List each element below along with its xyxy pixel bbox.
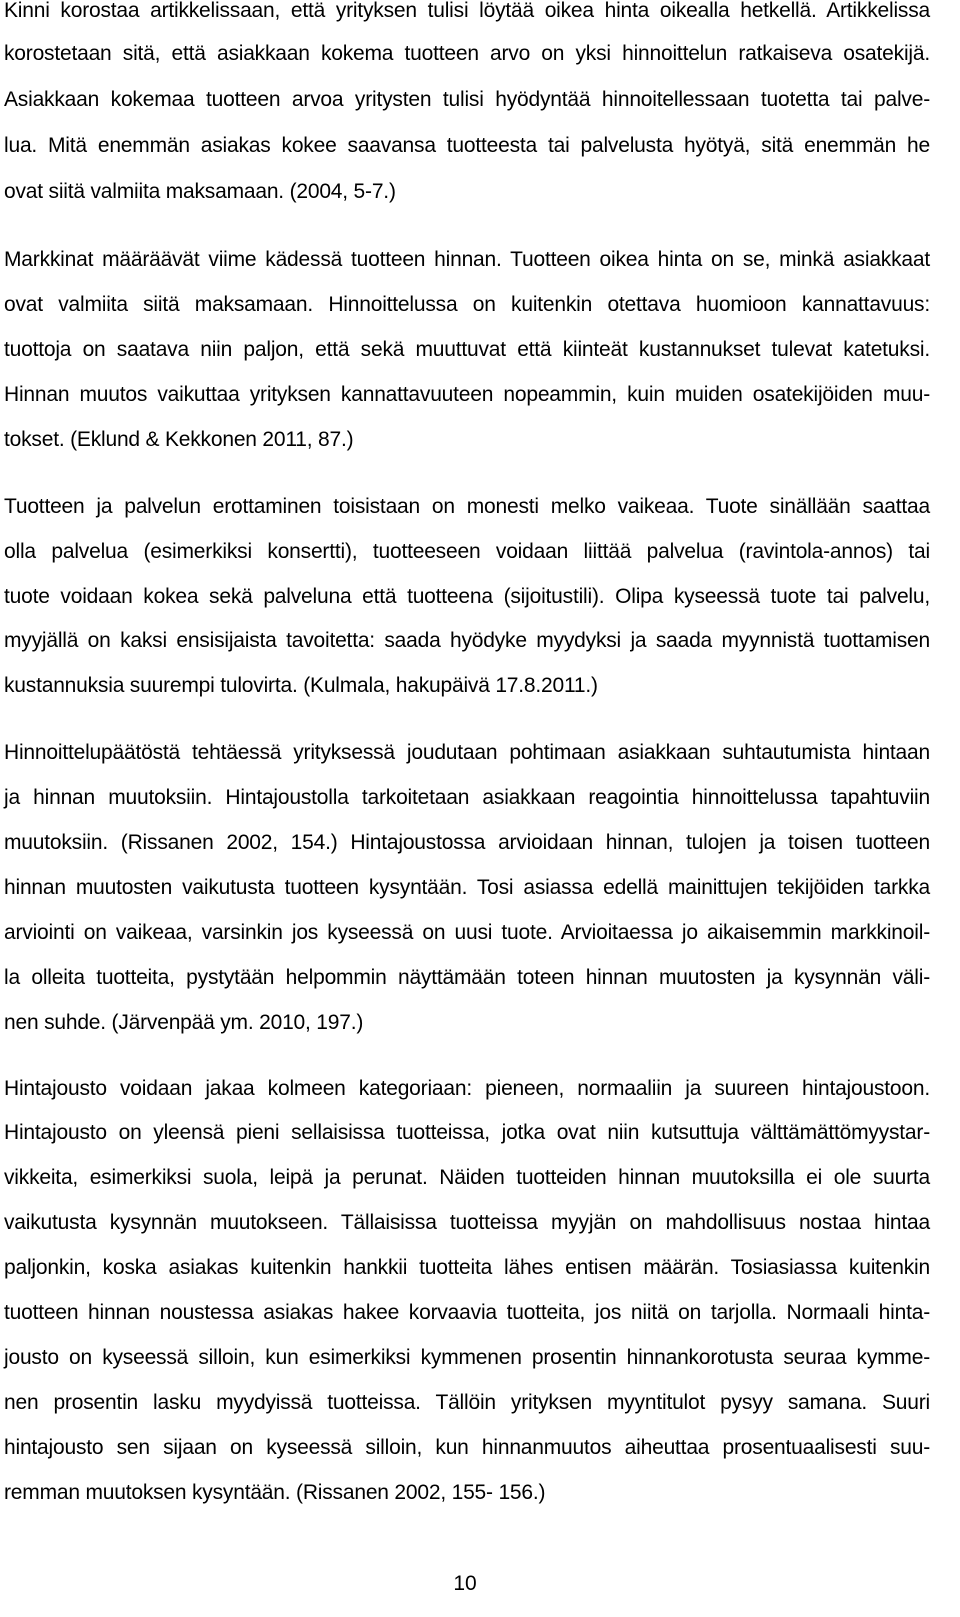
text-line: hinnan muutosten vaikutusta tuotteen kysyntään. Tosi asiassa edellä mainittujen tekijöiden tarkka: [4, 876, 930, 899]
text-line: la olleita tuotteita, pystytään helpommin näyttämään toteen hinnan muutosten ja kysynnän väli-: [4, 966, 930, 989]
text-line: myyjällä on kaksi ensisijaista tavoitetta: saada hyödyke myydyksi ja saada myynnistä tuottamisen: [4, 629, 930, 652]
text-line: tuotteen hinnan noustessa asiakas hakee korvaavia tuotteita, jos niitä on tarjolla. Normaali hinta-: [4, 1301, 930, 1324]
text-line: Tuotteen ja palvelun erottaminen toisistaan on monesti melko vaikeaa. Tuote sinällään saattaa: [4, 495, 930, 518]
text-line: remman muutoksen kysyntään. (Rissanen 2002, 155- 156.): [4, 1481, 546, 1504]
text-line: tuottoja on saatava niin paljon, että sekä muuttuvat että kiinteät kustannukset tulevat katetuksi.: [4, 338, 930, 361]
text-line: Kinni korostaa artikkelissaan, että yrityksen tulisi löytää oikea hinta oikealla hetkellä. Artikkelissa: [4, 0, 930, 22]
text-line: vikkeita, esimerkiksi suola, leipä ja perunat. Näiden tuotteiden hinnan muutoksilla ei ole suurta: [4, 1166, 930, 1189]
text-line: muutoksiin. (Rissanen 2002, 154.) Hintajoustossa arvioidaan hinnan, tulojen ja toisen tuotteen: [4, 831, 930, 854]
text-line: tokset. (Eklund & Kekkonen 2011, 87.): [4, 428, 354, 451]
text-line: arviointi on vaikeaa, varsinkin jos kyseessä on uusi tuote. Arvioitaessa jo aikaisemmin markkinoil-: [4, 921, 930, 944]
text-line: ovat valmiita siitä maksamaan. Hinnoittelussa on kuitenkin otettava huomioon kannattavuus:: [4, 293, 930, 316]
text-line: Asiakkaan kokemaa tuotteen arvoa yritysten tulisi hyödyntää hinnoitellessaan tuotetta tai palve-: [4, 88, 930, 111]
text-line: Markkinat määräävät viime kädessä tuotteen hinnan. Tuotteen oikea hinta on se, minkä asiakkaat: [4, 248, 930, 271]
text-line: nen suhde. (Järvenpää ym. 2010, 197.): [4, 1011, 364, 1034]
text-line: jousto on kyseessä silloin, kun esimerkiksi kymmenen prosentin hinnankorotusta seuraa kymme-: [4, 1346, 930, 1369]
text-line: Hintajousto on yleensä pieni sellaisissa tuotteissa, jotka ovat niin kutsuttuja välttämättömyystar-: [4, 1121, 930, 1144]
text-line: vaikutusta kysynnän muutokseen. Tällaisissa tuotteissa myyjän on mahdollisuus nostaa hintaa: [4, 1211, 930, 1234]
text-line: lua. Mitä enemmän asiakas kokee saavansa tuotteesta tai palvelusta hyötyä, sitä enemmän he: [4, 134, 930, 157]
text-line: ovat siitä valmiita maksamaan. (2004, 5-7.): [4, 180, 396, 203]
text-line: korostetaan sitä, että asiakkaan kokema tuotteen arvo on yksi hinnoittelun ratkaiseva osatekijä.: [4, 42, 930, 65]
text-line: olla palvelua (esimerkiksi konsertti), tuotteeseen voidaan liittää palvelua (ravintola-annos) tai: [4, 540, 930, 563]
text-line: paljonkin, koska asiakas kuitenkin hankkii tuotteita lähes entisen määrän. Tosiasiassa kuitenkin: [4, 1256, 930, 1279]
text-line: tuote voidaan kokea sekä palveluna että tuotteena (sijoitustili). Olipa kyseessä tuote tai palvelu,: [4, 585, 930, 608]
page-number: 10: [453, 1572, 477, 1595]
text-line: nen prosentin lasku myydyissä tuotteissa. Tällöin yrityksen myyntitulot pysyy samana. Suuri: [4, 1391, 930, 1414]
text-line: kustannuksia suurempi tulovirta. (Kulmala, hakupäivä 17.8.2011.): [4, 674, 598, 697]
text-line: ja hinnan muutoksiin. Hintajoustolla tarkoitetaan asiakkaan reagointia hinnoittelussa tapahtuviin: [4, 786, 930, 809]
text-line: Hintajousto voidaan jakaa kolmeen kategoriaan: pieneen, normaaliin ja suureen hintajoustoon.: [4, 1077, 930, 1100]
text-line: hintajousto sen sijaan on kyseessä silloin, kun hinnanmuutos aiheuttaa prosentuaalisesti suu-: [4, 1436, 930, 1459]
text-line: Hinnoittelupäätöstä tehtäessä yrityksessä joudutaan pohtimaan asiakkaan suhtautumista hintaan: [4, 741, 930, 764]
text-line: Hinnan muutos vaikuttaa yrityksen kannattavuuteen nopeammin, kuin muiden osatekijöiden muu-: [4, 383, 930, 406]
